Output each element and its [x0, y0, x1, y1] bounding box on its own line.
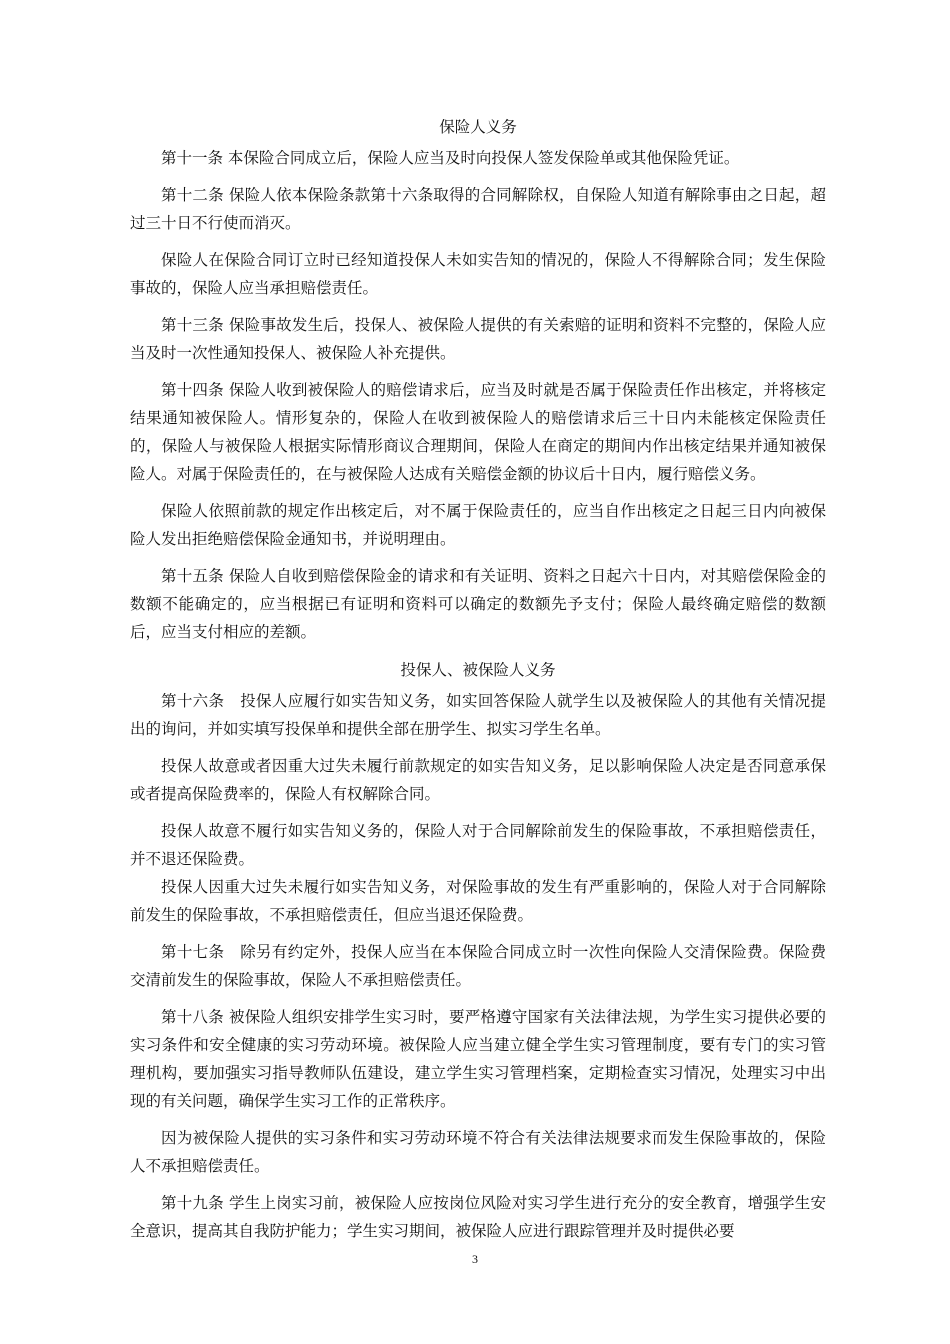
article-14: 第十四条 保险人收到被保险人的赔偿请求后，应当及时就是否属于保险责任作出核定，并将核定结果通知被保险人。情形复杂的，保险人在收到被保险人的赔偿请求后三十日内未能核定保险责任的，保险人与被保险人根据实际情形商议合理期间，保险人在商定的期间内作出核定结果并通知被保险人。对属于保险责任的，在与被保险人达成有关赔偿金额的协议后十日内，履行赔偿义务。	[130, 381, 826, 483]
article-18-clause-2: 因为被保险人提供的实习条件和实习劳动环境不符合有关法律法规要求而发生保险事故的，保险人不承担赔偿责任。	[130, 1129, 826, 1175]
article-12-clause-2: 保险人在保险合同订立时已经知道投保人未如实告知的情况的，保险人不得解除合同；发生保险事故的，保险人应当承担赔偿责任。	[130, 251, 826, 297]
article-15: 第十五条 保险人自收到赔偿保险金的请求和有关证明、资料之日起六十日内，对其赔偿保险金的数额不能确定的，应当根据已有证明和资料可以确定的数额先予支付；保险人最终确定赔偿的数额后，应当支付相应的差额。	[130, 567, 826, 641]
article-12: 第十二条 保险人依本保险条款第十六条取得的合同解除权，自保险人知道有解除事由之日起，超过三十日不行使而消灭。	[130, 186, 826, 232]
article-16: 第十六条 投保人应履行如实告知义务，如实回答保险人就学生以及被保险人的其他有关情况提出的询问，并如实填写投保单和提供全部在册学生、拟实习学生名单。	[130, 692, 826, 738]
article-19: 第十九条 学生上岗实习前，被保险人应按岗位风险对实习学生进行充分的安全教育，增强学生安全意识，提高其自我防护能力；学生实习期间，被保险人应进行跟踪管理并及时提供必要	[130, 1194, 826, 1240]
article-18: 第十八条 被保险人组织安排学生实习时，要严格遵守国家有关法律法规，为学生实习提供必要的实习条件和安全健康的实习劳动环境。被保险人应当建立健全学生实习管理制度，要有专门的实习管理机构，要加强实习指导教师队伍建设，建立学生实习管理档案，定期检查实习情况，处理实习中出现的有关问题，确保学生实习工作的正常秩序。	[130, 1008, 826, 1110]
article-16-clause-3: 投保人故意不履行如实告知义务的，保险人对于合同解除前发生的保险事故，不承担赔偿责任，并不退还保险费。	[130, 822, 826, 868]
article-13: 第十三条 保险事故发生后，投保人、被保险人提供的有关索赔的证明和资料不完整的，保险人应当及时一次性通知投保人、被保险人补充提供。	[130, 316, 826, 362]
section-heading-insurer-obligations: 保险人义务	[439, 118, 517, 136]
article-16-clause-2: 投保人故意或者因重大过失未履行前款规定的如实告知义务，足以影响保险人决定是否同意承保或者提高保险费率的，保险人有权解除合同。	[130, 757, 826, 803]
section-heading-policyholder-obligations: 投保人、被保险人义务	[400, 661, 556, 679]
article-11: 第十一条 本保险合同成立后，保险人应当及时向投保人签发保险单或其他保险凭证。	[161, 149, 740, 167]
article-14-clause-2: 保险人依照前款的规定作出核定后，对不属于保险责任的，应当自作出核定之日起三日内向被保险人发出拒绝赔偿保险金通知书，并说明理由。	[130, 502, 826, 548]
page-body	[130, 112, 826, 1254]
page-number: 3	[472, 1252, 478, 1266]
article-16-clause-4: 投保人因重大过失未履行如实告知义务，对保险事故的发生有严重影响的，保险人对于合同解除前发生的保险事故，不承担赔偿责任，但应当退还保险费。	[130, 878, 826, 924]
article-17: 第十七条 除另有约定外，投保人应当在本保险合同成立时一次性向保险人交清保险费。保险费交清前发生的保险事故，保险人不承担赔偿责任。	[130, 943, 826, 989]
